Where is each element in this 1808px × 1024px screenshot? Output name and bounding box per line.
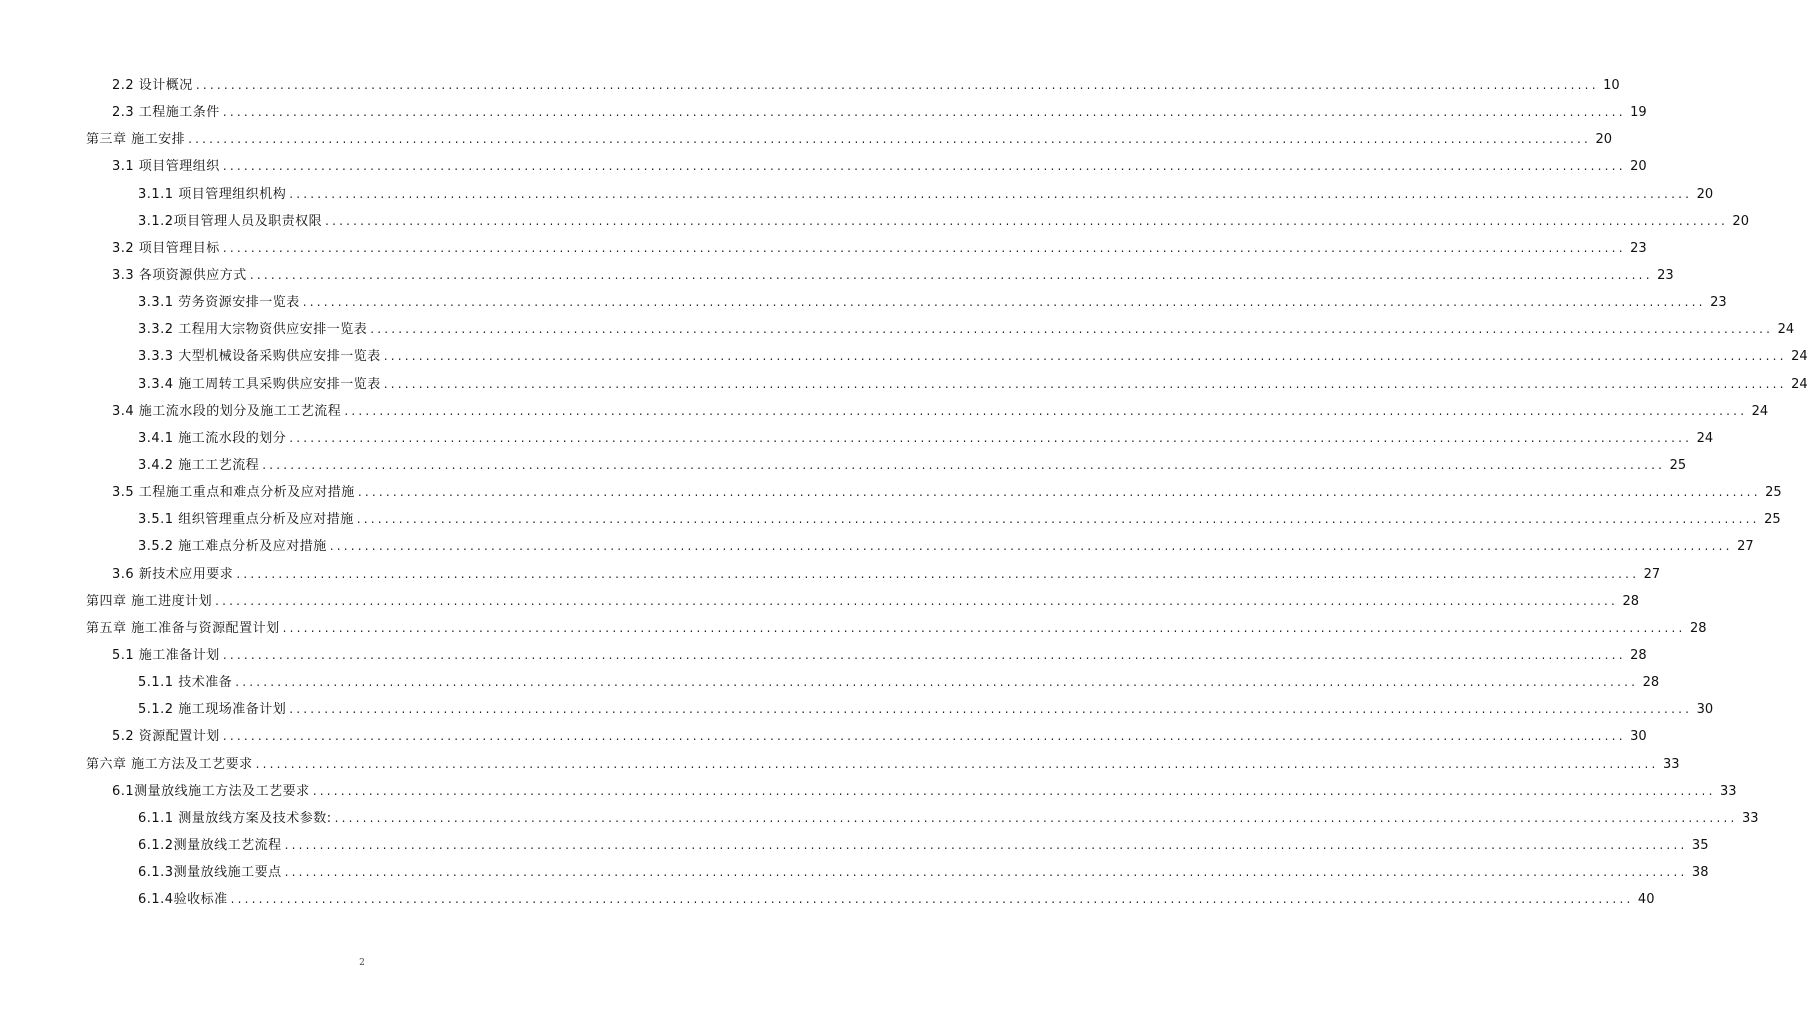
toc-entry-title: 5.2 资源配置计划 (112, 729, 220, 745)
toc-entry-title: 3.1.2项目管理人员及职责权限 (138, 213, 323, 229)
toc-entry-title: 第四章 施工进度计划 (86, 593, 213, 609)
toc-leader-dots: ........................................................................................................................................................................................................ (222, 648, 1626, 663)
toc-entry-page: 20 (1595, 132, 1613, 148)
toc-entry-page: 25 (1764, 512, 1781, 528)
toc-entry-page: 23 (1657, 268, 1674, 284)
toc-leader-dots: ........................................................................................................................................................................................................ (222, 159, 1626, 174)
toc-entry-title: 3.5 工程施工重点和难点分析及应对措施 (112, 485, 355, 501)
toc-leader-dots: ........................................................................................................................................................................................................ (235, 675, 1639, 690)
toc-entry-page: 20 (1732, 213, 1749, 229)
toc-entry-title: 3.4 施工流水段的划分及施工工艺流程 (112, 403, 342, 419)
toc-entry-title: 6.1.2测量放线工艺流程 (138, 838, 282, 853)
toc-entry-title: 3.3.3 大型机械设备采购供应安排一览表 (138, 349, 381, 365)
toc-entry[interactable] (86, 398, 1769, 425)
toc-leader-dots: ........................................................................................................................................................................................................ (215, 593, 1619, 608)
toc-leader-dots: ........................................................................................................................................................................................................ (383, 376, 1787, 391)
toc-leader-dots: ........................................................................................................................................................................................................ (370, 322, 1774, 337)
toc-entry-title: 5.1 施工准备计划 (112, 648, 220, 664)
toc-entry-title: 3.3.1 劳务资源安排一览表 (138, 295, 300, 311)
toc-entry[interactable] (86, 832, 1709, 859)
toc-leader-dots: ........................................................................................................................................................................................................ (222, 105, 1626, 120)
toc-entry-page: 25 (1669, 458, 1687, 474)
toc-entry-page: 27 (1643, 566, 1661, 582)
toc-entry-title: 2.3 工程施工条件 (112, 105, 220, 121)
toc-entry-page: 27 (1737, 539, 1754, 555)
toc-entry-page: 24 (1777, 322, 1795, 338)
toc-leader-dots: ........................................................................................................................................................................................................ (222, 240, 1626, 255)
toc-leader-dots: ........................................................................................................................................................................................................ (195, 78, 1599, 93)
toc-leader-dots: ........................................................................................................................................................................................................ (262, 458, 1666, 473)
toc-entry-page: 33 (1662, 756, 1680, 772)
toc-entry-page: 40 (1637, 892, 1655, 908)
toc-leader-dots: ........................................................................................................................................................................................................ (222, 729, 1626, 744)
toc-leader-dots: ........................................................................................................................................................................................................ (302, 295, 1706, 310)
toc-entry-page: 33 (1741, 810, 1759, 826)
toc-entry[interactable] (86, 615, 1707, 642)
toc-entry[interactable] (86, 316, 1795, 343)
toc-entry[interactable] (86, 751, 1680, 778)
table-of-contents (86, 72, 1808, 913)
toc-entry-title: 3.3.2 工程用大宗物资供应安排一览表 (138, 322, 368, 338)
toc-entry-page: 28 (1622, 593, 1640, 609)
toc-leader-dots: ........................................................................................................................................................................................................ (230, 892, 1634, 907)
toc-leader-dots: ........................................................................................................................................................................................................ (188, 132, 1592, 147)
toc-leader-dots: ........................................................................................................................................................................................................ (383, 349, 1787, 364)
toc-leader-dots: ........................................................................................................................................................................................................ (312, 783, 1716, 798)
toc-entry[interactable] (86, 859, 1709, 886)
toc-entry-title: 3.5.2 施工难点分析及应对措施 (138, 539, 327, 555)
toc-leader-dots: ........................................................................................................................................................................................................ (289, 430, 1693, 445)
toc-entry-page: 23 (1630, 240, 1647, 256)
toc-entry-title: 3.5.1 组织管理重点分析及应对措施 (138, 512, 354, 528)
toc-entry-title: 6.1测量放线施工方法及工艺要求 (112, 783, 310, 799)
toc-entry-title: 3.1.1 项目管理组织机构 (138, 186, 287, 202)
toc-entry-title: 3.1 项目管理组织 (112, 159, 220, 175)
toc-entry-page: 20 (1630, 159, 1647, 175)
toc-entry-page: 33 (1720, 783, 1737, 799)
toc-entry-title: 3.2 项目管理目标 (112, 240, 220, 256)
toc-entry[interactable] (86, 235, 1647, 262)
toc-entry[interactable] (86, 72, 1620, 99)
toc-entry[interactable] (86, 696, 1714, 723)
toc-leader-dots: ........................................................................................................................................................................................................ (284, 838, 1688, 852)
toc-entry[interactable] (86, 561, 1661, 588)
toc-entry-page: 24 (1751, 403, 1769, 419)
toc-entry-title: 3.3.4 施工周转工具采购供应安排一览表 (138, 376, 381, 392)
toc-entry[interactable] (86, 778, 1737, 805)
toc-leader-dots: ........................................................................................................................................................................................................ (284, 865, 1688, 880)
toc-entry-title: 5.1.1 技术准备 (138, 675, 233, 691)
toc-entry-page: 30 (1696, 702, 1714, 718)
toc-entry-title: 第三章 施工安排 (86, 132, 186, 148)
toc-entry-title: 第六章 施工方法及工艺要求 (86, 756, 253, 772)
toc-entry-title: 6.1.4验收标准 (138, 892, 228, 908)
toc-entry[interactable] (86, 533, 1754, 560)
toc-entry[interactable] (86, 642, 1647, 669)
toc-entry[interactable] (86, 153, 1647, 180)
toc-leader-dots: ........................................................................................................................................................................................................ (329, 539, 1733, 554)
toc-entry[interactable] (86, 208, 1749, 235)
toc-leader-dots: ........................................................................................................................................................................................................ (344, 403, 1748, 418)
toc-entry-page: 35 (1691, 838, 1709, 853)
toc-entry[interactable] (86, 723, 1647, 750)
toc-entry-title: 第五章 施工准备与资源配置计划 (86, 620, 280, 636)
toc-leader-dots: ........................................................................................................................................................................................................ (282, 620, 1686, 635)
toc-entry-page: 28 (1642, 675, 1660, 691)
toc-entry-title: 3.4.1 施工流水段的划分 (138, 430, 287, 446)
toc-entry[interactable] (86, 99, 1647, 126)
toc-entry-page: 24 (1791, 349, 1808, 365)
toc-entry-page: 30 (1630, 729, 1647, 745)
toc-entry-page: 28 (1630, 648, 1647, 664)
toc-entry[interactable] (86, 588, 1640, 615)
toc-entry-page: 24 (1696, 430, 1714, 446)
toc-entry-title: 2.2 设计概况 (112, 78, 193, 94)
toc-entry[interactable] (86, 262, 1674, 289)
toc-entry-page: 20 (1696, 186, 1714, 202)
toc-entry-page: 10 (1603, 78, 1620, 94)
toc-entry[interactable] (86, 425, 1714, 452)
toc-entry[interactable] (86, 479, 1782, 506)
toc-entry[interactable] (86, 126, 1613, 153)
toc-leader-dots: ........................................................................................................................................................................................................ (289, 186, 1693, 201)
toc-leader-dots: ........................................................................................................................................................................................................ (357, 485, 1761, 500)
toc-entry-title: 5.1.2 施工现场准备计划 (138, 702, 287, 718)
toc-entry-title: 6.1.3测量放线施工要点 (138, 865, 282, 881)
toc-entry[interactable] (86, 289, 1727, 316)
toc-entry[interactable] (86, 181, 1714, 208)
toc-leader-dots: ........................................................................................................................................................................................................ (236, 566, 1640, 581)
toc-entry-title: 3.6 新技术应用要求 (112, 566, 234, 582)
toc-entry[interactable] (86, 343, 1808, 370)
toc-entry-page: 23 (1710, 295, 1727, 311)
toc-entry-page: 28 (1689, 620, 1707, 636)
toc-leader-dots: ........................................................................................................................................................................................................ (289, 702, 1693, 717)
toc-leader-dots: ........................................................................................................................................................................................................ (356, 512, 1760, 527)
toc-entry[interactable] (86, 886, 1655, 913)
toc-leader-dots: ........................................................................................................................................................................................................ (249, 268, 1653, 283)
toc-entry-title: 3.3 各项资源供应方式 (112, 268, 247, 284)
toc-leader-dots: ........................................................................................................................................................................................................ (255, 756, 1659, 771)
toc-leader-dots: ........................................................................................................................................................................................................ (334, 810, 1738, 825)
toc-entry-page: 19 (1630, 105, 1647, 121)
toc-entry-title: 3.4.2 施工工艺流程 (138, 458, 260, 474)
toc-entry-page: 38 (1691, 865, 1709, 881)
page-number: 2 (359, 958, 365, 968)
toc-entry[interactable] (86, 805, 1759, 832)
toc-leader-dots: ........................................................................................................................................................................................................ (325, 213, 1728, 228)
toc-entry-page: 24 (1791, 376, 1808, 392)
toc-entry-title: 6.1.1 测量放线方案及技术参数: (138, 810, 332, 826)
toc-entry[interactable] (86, 452, 1687, 479)
toc-entry[interactable] (86, 669, 1660, 696)
toc-entry-page: 25 (1765, 485, 1782, 501)
toc-entry[interactable] (86, 506, 1781, 533)
toc-entry[interactable] (86, 371, 1808, 398)
